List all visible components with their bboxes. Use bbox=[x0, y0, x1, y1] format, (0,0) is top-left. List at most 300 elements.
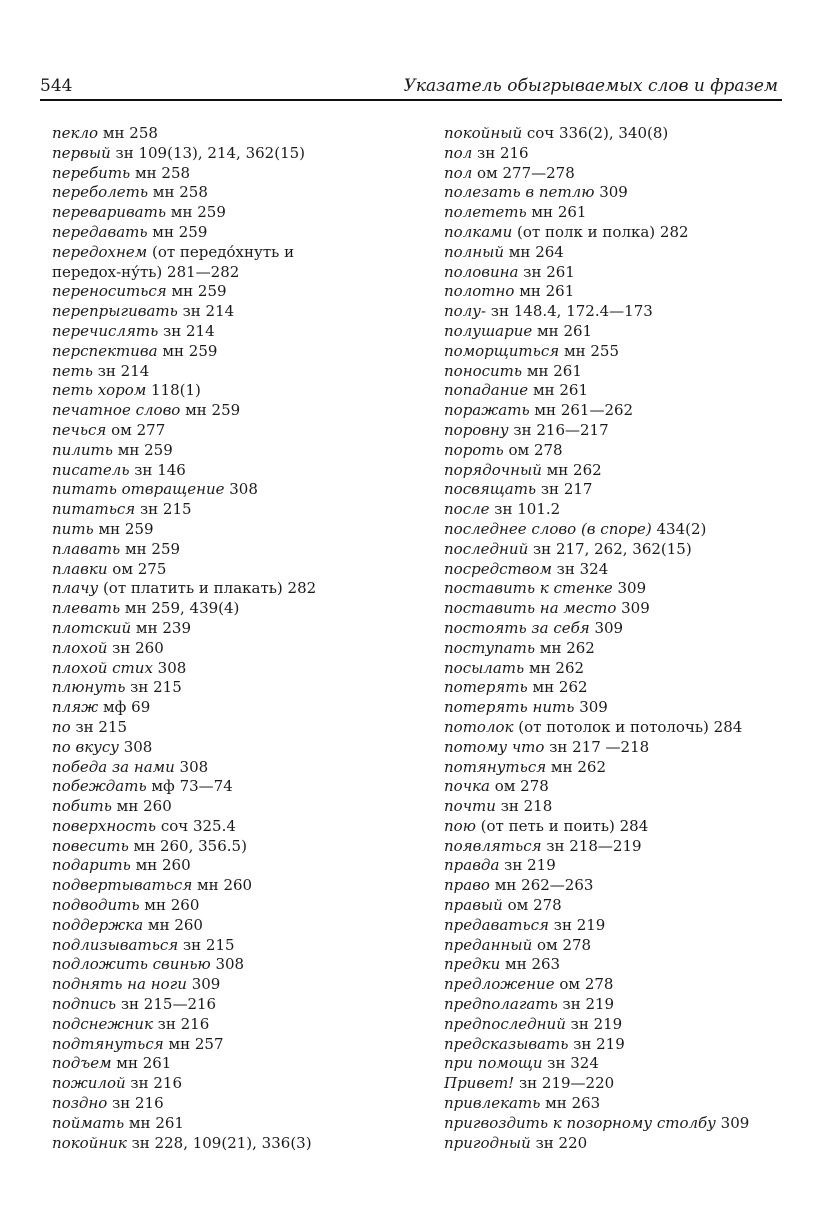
index-entry bbox=[52, 718, 422, 738]
entry-headword: подтянуться bbox=[52, 1034, 164, 1053]
entry-reference: ом 275 bbox=[107, 559, 167, 578]
index-entry bbox=[444, 243, 814, 263]
index-entry bbox=[444, 500, 814, 520]
entry-headword: пригодный bbox=[444, 1133, 531, 1152]
index-entry bbox=[444, 995, 814, 1015]
entry-headword: пекло bbox=[52, 124, 99, 142]
entry-headword: предложение bbox=[444, 975, 555, 994]
index-entry bbox=[52, 995, 422, 1015]
entry-reference: мн 261 bbox=[514, 282, 575, 301]
entry-reference: 308 bbox=[152, 658, 187, 677]
entry-headword: при помощи bbox=[444, 1054, 543, 1073]
entry-reference: соч 336(2), 340(8) bbox=[522, 124, 669, 142]
entry-reference: (от петь и поить) 284 bbox=[475, 816, 649, 835]
entry-reference: (от передо́хнуть и передох-ну́ть) 281—282 bbox=[52, 242, 295, 281]
entry-reference: зн 217 —218 bbox=[544, 737, 650, 756]
entry-headword: полу- bbox=[444, 302, 487, 321]
entry-headword: повесить bbox=[52, 836, 129, 855]
entry-reference: зн 218—219 bbox=[541, 836, 642, 855]
entry-headword: правый bbox=[444, 896, 503, 915]
index-entry bbox=[52, 856, 422, 876]
header-rule bbox=[40, 99, 782, 101]
entry-reference: мн 258 bbox=[130, 163, 191, 182]
entry-headword: перечислять bbox=[52, 321, 159, 340]
entry-reference: ом 277—278 bbox=[472, 163, 575, 182]
entry-headword: по bbox=[52, 717, 71, 736]
index-entry bbox=[52, 936, 422, 956]
entry-headword: посвящать bbox=[444, 480, 537, 499]
index-entry bbox=[444, 975, 814, 995]
entry-headword: полотно bbox=[444, 282, 515, 301]
entry-reference: мн 260 bbox=[192, 876, 253, 895]
entry-reference: мн 259 bbox=[93, 519, 154, 538]
index-entry bbox=[52, 302, 422, 322]
entry-headword: поступать bbox=[444, 638, 536, 657]
index-entry bbox=[52, 777, 422, 797]
entry-reference: зн 101.2 bbox=[489, 500, 561, 519]
index-entry bbox=[52, 678, 422, 698]
index-entry bbox=[52, 1134, 422, 1154]
entry-reference: зн 324 bbox=[551, 559, 609, 578]
entry-headword: полками bbox=[444, 222, 513, 241]
entry-headword: побить bbox=[52, 797, 112, 816]
index-entry bbox=[444, 678, 814, 698]
index-entry bbox=[52, 1114, 422, 1134]
entry-reference: зн 215 bbox=[125, 678, 182, 697]
index-entry bbox=[444, 738, 814, 758]
index-entry bbox=[444, 480, 814, 500]
entry-headword: подводить bbox=[52, 896, 140, 915]
entry-headword: почка bbox=[444, 777, 490, 796]
index-entry bbox=[444, 936, 814, 956]
entry-reference: мн 262 bbox=[546, 757, 606, 776]
entry-headword: право bbox=[444, 876, 490, 895]
index-entry bbox=[444, 441, 814, 461]
index-entry bbox=[444, 183, 814, 203]
entry-headword: поставить на место bbox=[444, 599, 617, 618]
entry-headword: подарить bbox=[52, 856, 131, 875]
entry-reference: 309 bbox=[715, 1113, 750, 1132]
index-entry bbox=[52, 698, 422, 718]
entry-headword: печься bbox=[52, 420, 107, 439]
entry-headword: предполагать bbox=[444, 995, 558, 1014]
entry-reference: мн 262 bbox=[524, 658, 585, 677]
entry-reference: 308 bbox=[174, 757, 209, 776]
index-entry bbox=[444, 302, 814, 322]
entry-reference: мн 258 bbox=[98, 124, 158, 142]
index-entry bbox=[52, 639, 422, 659]
entry-reference: зн 216 bbox=[472, 143, 529, 162]
index-entry bbox=[52, 164, 422, 184]
entry-headword: потянуться bbox=[444, 757, 547, 776]
entry-headword: пол bbox=[444, 143, 473, 162]
index-entry bbox=[52, 282, 422, 302]
entry-reference: зн 261 bbox=[518, 262, 575, 281]
index-entry bbox=[52, 837, 422, 857]
index-entry bbox=[444, 777, 814, 797]
entry-reference: зн 216 bbox=[125, 1074, 183, 1093]
entry-reference: мн 261 bbox=[528, 381, 589, 400]
entry-reference: 309 bbox=[186, 975, 221, 994]
index-entry bbox=[444, 282, 814, 302]
index-entry bbox=[444, 797, 814, 817]
entry-headword: почти bbox=[444, 797, 496, 816]
index-entry bbox=[444, 1094, 814, 1114]
entry-headword: покойный bbox=[444, 124, 523, 142]
entry-reference: 309 bbox=[616, 599, 650, 618]
entry-reference: мн 260 bbox=[139, 896, 200, 915]
entry-headword: пороть bbox=[444, 440, 504, 459]
entry-headword: первый bbox=[52, 143, 111, 162]
entry-headword: плавать bbox=[52, 539, 121, 558]
entry-reference: (от потолок и потолочь) 284 bbox=[513, 717, 743, 736]
entry-reference: зн 260 bbox=[107, 638, 164, 657]
entry-headword: поровну bbox=[444, 420, 509, 439]
index-entry bbox=[52, 243, 352, 283]
index-entry bbox=[444, 1054, 814, 1074]
entry-headword: пляж bbox=[52, 698, 99, 717]
entry-headword: плевать bbox=[52, 599, 121, 618]
index-entry bbox=[52, 1035, 422, 1055]
index-entry bbox=[52, 441, 422, 461]
entry-headword: потерять bbox=[444, 678, 528, 697]
index-entry bbox=[52, 619, 422, 639]
entry-headword: после bbox=[444, 500, 490, 519]
index-entry bbox=[444, 758, 814, 778]
entry-headword: перепрыгивать bbox=[52, 302, 178, 321]
entry-headword: петь bbox=[52, 361, 93, 380]
index-entry bbox=[444, 955, 814, 975]
index-entry bbox=[52, 124, 422, 144]
entry-headword: поверхность bbox=[52, 816, 157, 835]
entry-headword: последний bbox=[444, 539, 529, 558]
entry-reference: зн 219 bbox=[499, 856, 556, 875]
index-entry bbox=[444, 381, 814, 401]
entry-headword: переболеть bbox=[52, 183, 149, 202]
entry-reference: мн 263 bbox=[500, 955, 561, 974]
index-entry bbox=[444, 659, 814, 679]
entry-reference: мн 261—262 bbox=[529, 401, 634, 420]
entry-reference: мн 264 bbox=[504, 242, 564, 261]
entry-headword: подъем bbox=[52, 1054, 112, 1073]
entry-reference: зн 324 bbox=[542, 1054, 599, 1073]
entry-headword: потолок bbox=[444, 717, 514, 736]
entry-headword: порядочный bbox=[444, 460, 542, 479]
entry-reference: мн 260 bbox=[130, 856, 191, 875]
index-column-right bbox=[444, 124, 814, 1153]
entry-headword: поражать bbox=[444, 401, 530, 420]
entry-headword: пить bbox=[52, 519, 94, 538]
index-entry bbox=[444, 579, 814, 599]
entry-reference: мн 259 bbox=[166, 282, 227, 301]
entry-reference: мн 239 bbox=[131, 618, 191, 637]
index-entry bbox=[52, 461, 422, 481]
entry-headword: привлекать bbox=[444, 1094, 541, 1113]
entry-headword: полететь bbox=[444, 203, 527, 222]
entry-reference: соч 325.4 bbox=[156, 816, 236, 835]
entry-headword: посылать bbox=[444, 658, 525, 677]
entry-headword: передохнем bbox=[52, 242, 148, 261]
index-entry bbox=[444, 223, 814, 243]
entry-headword: питаться bbox=[52, 500, 136, 519]
entry-headword: поднять на ноги bbox=[52, 975, 187, 994]
entry-reference: зн 148.4, 172.4—173 bbox=[486, 302, 653, 321]
entry-headword: Привет! bbox=[444, 1074, 515, 1093]
entry-reference: 309 bbox=[594, 183, 628, 202]
index-entry bbox=[52, 144, 422, 164]
entry-reference: мн 259 bbox=[112, 440, 173, 459]
entry-headword: полезать в петлю bbox=[444, 183, 595, 202]
entry-headword: плюнуть bbox=[52, 678, 126, 697]
index-entry bbox=[52, 480, 422, 500]
entry-headword: пригвоздить к позорному столбу bbox=[444, 1113, 716, 1132]
index-entry bbox=[444, 619, 814, 639]
entry-reference: мн 259, 439(4) bbox=[120, 599, 240, 618]
entry-reference: зн 214 bbox=[177, 302, 235, 321]
entry-reference: 118(1) bbox=[146, 381, 201, 400]
entry-reference: зн 219 bbox=[565, 1014, 623, 1033]
index-entry bbox=[444, 342, 814, 362]
index-entry bbox=[52, 876, 422, 896]
entry-headword: поставить к стенке bbox=[444, 579, 613, 598]
entry-reference: ом 278 bbox=[489, 777, 549, 796]
entry-reference: мн 262 bbox=[541, 460, 602, 479]
entry-headword: петь хором bbox=[52, 381, 147, 400]
entry-reference: мн 260 bbox=[143, 915, 203, 934]
index-entry bbox=[444, 837, 814, 857]
entry-headword: поймать bbox=[52, 1113, 125, 1132]
entry-headword: переваривать bbox=[52, 203, 167, 222]
entry-reference: зн 146 bbox=[129, 460, 186, 479]
entry-headword: пожилой bbox=[52, 1074, 126, 1093]
entry-reference: мф 73—74 bbox=[146, 777, 233, 796]
entry-reference: (от платить и плакать) 282 bbox=[98, 579, 317, 598]
index-entry bbox=[444, 461, 814, 481]
index-entry bbox=[444, 540, 814, 560]
index-entry bbox=[52, 896, 422, 916]
running-title: Указатель обыгрываемых слов и фразем bbox=[403, 76, 778, 96]
index-entry bbox=[52, 203, 422, 223]
entry-reference: 309 bbox=[574, 698, 608, 717]
index-entry bbox=[52, 758, 422, 778]
entry-headword: предки bbox=[444, 955, 501, 974]
entry-reference: зн 219 bbox=[557, 995, 615, 1014]
entry-headword: постоять за себя bbox=[444, 618, 590, 637]
entry-reference: 308 bbox=[118, 737, 153, 756]
entry-headword: пол bbox=[444, 163, 473, 182]
entry-headword: переноситься bbox=[52, 282, 167, 301]
index-entry bbox=[52, 362, 422, 382]
index-entry bbox=[52, 738, 422, 758]
entry-reference: мн 260 bbox=[111, 797, 172, 816]
index-entry bbox=[444, 164, 814, 184]
entry-reference: зн 215 bbox=[135, 500, 192, 519]
index-entry bbox=[444, 1015, 814, 1035]
index-entry bbox=[444, 1074, 814, 1094]
index-entry bbox=[444, 144, 814, 164]
entry-reference: зн 216 bbox=[152, 1014, 210, 1033]
index-entry bbox=[444, 916, 814, 936]
index-entry bbox=[52, 223, 422, 243]
entry-headword: полный bbox=[444, 242, 504, 261]
entry-reference: 434(2) bbox=[651, 519, 707, 538]
entry-headword: победа за нами bbox=[52, 757, 175, 776]
entry-reference: зн 215—216 bbox=[116, 995, 217, 1014]
entry-reference: зн 215 bbox=[70, 717, 128, 736]
index-entry bbox=[52, 322, 422, 342]
entry-headword: предсказывать bbox=[444, 1034, 569, 1053]
index-entry bbox=[52, 342, 422, 362]
entry-reference: зн 214 bbox=[158, 321, 215, 340]
index-entry bbox=[52, 540, 422, 560]
entry-reference: мн 261 bbox=[124, 1113, 184, 1132]
index-entry bbox=[444, 1134, 814, 1154]
entry-reference: зн 220 bbox=[530, 1133, 588, 1152]
entry-reference: зн 215 bbox=[178, 935, 235, 954]
entry-headword: плачу bbox=[52, 579, 99, 598]
entry-reference: зн 109(13), 214, 362(15) bbox=[110, 143, 306, 162]
index-entry bbox=[444, 520, 814, 540]
entry-headword: побеждать bbox=[52, 777, 147, 796]
index-entry bbox=[444, 639, 814, 659]
entry-reference: мф 69 bbox=[98, 698, 151, 717]
index-entry bbox=[52, 401, 422, 421]
entry-headword: пилить bbox=[52, 440, 113, 459]
index-entry bbox=[444, 263, 814, 283]
entry-headword: полушарие bbox=[444, 321, 533, 340]
entry-reference: мн 259 bbox=[180, 401, 241, 420]
entry-reference: мн 261 bbox=[522, 361, 582, 380]
entry-reference: мн 258 bbox=[148, 183, 208, 202]
index-column-left bbox=[52, 124, 422, 1153]
entry-headword: перебить bbox=[52, 163, 131, 182]
index-entry bbox=[444, 560, 814, 580]
index-entry bbox=[444, 817, 814, 837]
index-entry bbox=[52, 381, 422, 401]
entry-headword: поносить bbox=[444, 361, 523, 380]
entry-headword: правда bbox=[444, 856, 500, 875]
entry-reference: 308 bbox=[224, 480, 258, 499]
entry-headword: последнее слово (в споре) bbox=[444, 519, 652, 538]
index-entry bbox=[444, 322, 814, 342]
entry-headword: перспектива bbox=[52, 341, 158, 360]
entry-reference: мн 262 bbox=[527, 678, 588, 697]
entry-headword: предпоследний bbox=[444, 1014, 566, 1033]
entry-headword: поморщиться bbox=[444, 341, 560, 360]
entry-reference: мн 261 bbox=[111, 1054, 172, 1073]
entry-headword: плотский bbox=[52, 618, 132, 637]
index-entry bbox=[52, 1015, 422, 1035]
index-entry bbox=[444, 1114, 814, 1134]
entry-headword: поздно bbox=[52, 1094, 108, 1113]
entry-headword: преданный bbox=[444, 935, 533, 954]
index-entry bbox=[444, 698, 814, 718]
index-entry bbox=[444, 401, 814, 421]
entry-headword: по вкусу bbox=[52, 737, 119, 756]
entry-headword: подлизываться bbox=[52, 935, 179, 954]
index-entry bbox=[444, 362, 814, 382]
index-entry bbox=[52, 500, 422, 520]
entry-reference: ом 278 bbox=[532, 935, 592, 954]
index-entry bbox=[444, 203, 814, 223]
index-entry bbox=[52, 1074, 422, 1094]
entry-headword: попадание bbox=[444, 381, 529, 400]
index-entry bbox=[52, 579, 422, 599]
entry-reference: мн 259 bbox=[166, 203, 226, 222]
index-entry bbox=[52, 560, 422, 580]
index-entry bbox=[52, 916, 422, 936]
entry-headword: плохой bbox=[52, 638, 108, 657]
index-entry bbox=[52, 659, 422, 679]
entry-reference: мн 260, 356.5) bbox=[128, 836, 247, 855]
entry-reference: ом 277 bbox=[106, 420, 166, 439]
index-entry bbox=[52, 955, 422, 975]
entry-headword: печатное слово bbox=[52, 401, 181, 420]
index-entry bbox=[52, 817, 422, 837]
index-entry bbox=[52, 1054, 422, 1074]
index-entry bbox=[52, 599, 422, 619]
index-entry bbox=[52, 520, 422, 540]
entry-reference: мн 259 bbox=[147, 222, 208, 241]
entry-reference: зн 214 bbox=[92, 361, 150, 380]
entry-reference: 309 bbox=[612, 579, 647, 598]
entry-reference: зн 219 bbox=[549, 915, 606, 934]
entry-reference: мн 262 bbox=[535, 638, 595, 657]
index-entry bbox=[444, 599, 814, 619]
entry-headword: половина bbox=[444, 262, 519, 281]
entry-reference: мн 259 bbox=[120, 539, 181, 558]
entry-headword: плавки bbox=[52, 559, 108, 578]
entry-headword: подпись bbox=[52, 995, 117, 1014]
index-entry bbox=[444, 1035, 814, 1055]
index-entry bbox=[444, 718, 814, 738]
entry-headword: поддержка bbox=[52, 915, 144, 934]
entry-reference: (от полк и полка) 282 bbox=[512, 222, 689, 241]
index-entry bbox=[52, 183, 422, 203]
entry-reference: зн 217, 262, 362(15) bbox=[528, 539, 692, 558]
entry-headword: появляться bbox=[444, 836, 542, 855]
index-entry bbox=[52, 1094, 422, 1114]
index-entry bbox=[444, 124, 814, 144]
entry-headword: подложить свинью bbox=[52, 955, 211, 974]
entry-reference: зн 216—217 bbox=[508, 420, 609, 439]
entry-headword: подвертываться bbox=[52, 876, 193, 895]
entry-headword: писатель bbox=[52, 460, 130, 479]
entry-reference: 308 bbox=[210, 955, 245, 974]
entry-headword: потерять нить bbox=[444, 698, 575, 717]
entry-reference: ом 278 bbox=[554, 975, 614, 994]
index-entry bbox=[444, 421, 814, 441]
entry-headword: передавать bbox=[52, 222, 148, 241]
page-number: 544 bbox=[40, 76, 73, 96]
entry-reference: зн 219—220 bbox=[514, 1074, 615, 1093]
entry-reference: 309 bbox=[589, 618, 624, 637]
index-entry bbox=[444, 876, 814, 896]
entry-reference: зн 228, 109(21), 336(3) bbox=[126, 1133, 312, 1152]
entry-headword: питать отвращение bbox=[52, 480, 225, 499]
entry-headword: посредством bbox=[444, 559, 552, 578]
entry-headword: покойник bbox=[52, 1133, 127, 1152]
index-entry bbox=[52, 797, 422, 817]
index-entry bbox=[52, 421, 422, 441]
entry-headword: потому что bbox=[444, 737, 545, 756]
entry-reference: мн 257 bbox=[163, 1034, 224, 1053]
entry-reference: зн 217 bbox=[536, 480, 593, 499]
page-header bbox=[40, 74, 782, 100]
entry-reference: ом 278 bbox=[503, 440, 563, 459]
entry-headword: предаваться bbox=[444, 915, 549, 934]
entry-reference: мн 261 bbox=[526, 203, 587, 222]
